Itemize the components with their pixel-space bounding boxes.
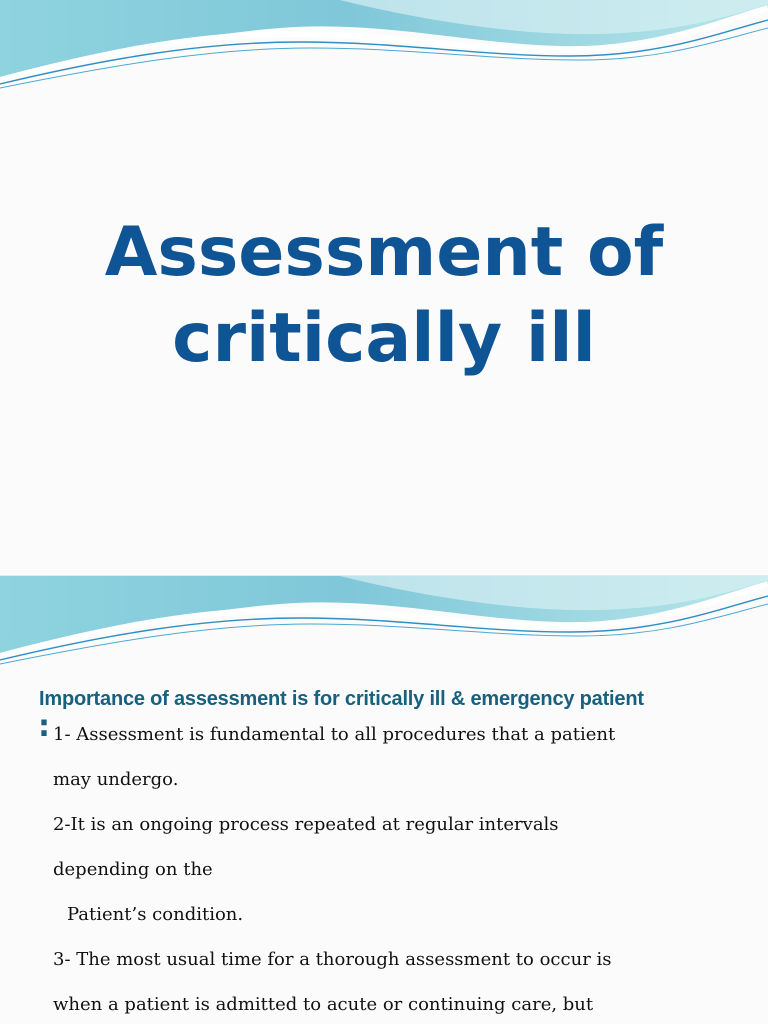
- body-line: Patient’s condition.: [67, 904, 244, 925]
- body-line: 3- The most usual time for a thorough assessment to occur is: [53, 949, 612, 970]
- section-heading: Importance of assessment is for critically ill & emergency patient: [39, 688, 644, 710]
- body-line: 1- Assessment is fundamental to all procedures that a patient: [53, 724, 616, 745]
- heading-colon: :: [38, 709, 50, 744]
- body-line: when a patient is admitted to acute or continuing care, but: [53, 994, 594, 1015]
- body-line: may undergo.: [53, 769, 179, 790]
- header-wave-decoration: [0, 576, 768, 672]
- header-wave-decoration: [0, 0, 768, 96]
- slide-title: [0, 210, 768, 382]
- body-line: 2-It is an ongoing process repeated at regular intervals: [53, 814, 559, 835]
- body-line: depending on the: [53, 859, 213, 880]
- title-line-2: critically ill: [172, 299, 596, 378]
- title-line-1: Assessment of: [104, 213, 664, 292]
- body-text: [53, 712, 753, 1024]
- content-slide: [0, 576, 768, 1024]
